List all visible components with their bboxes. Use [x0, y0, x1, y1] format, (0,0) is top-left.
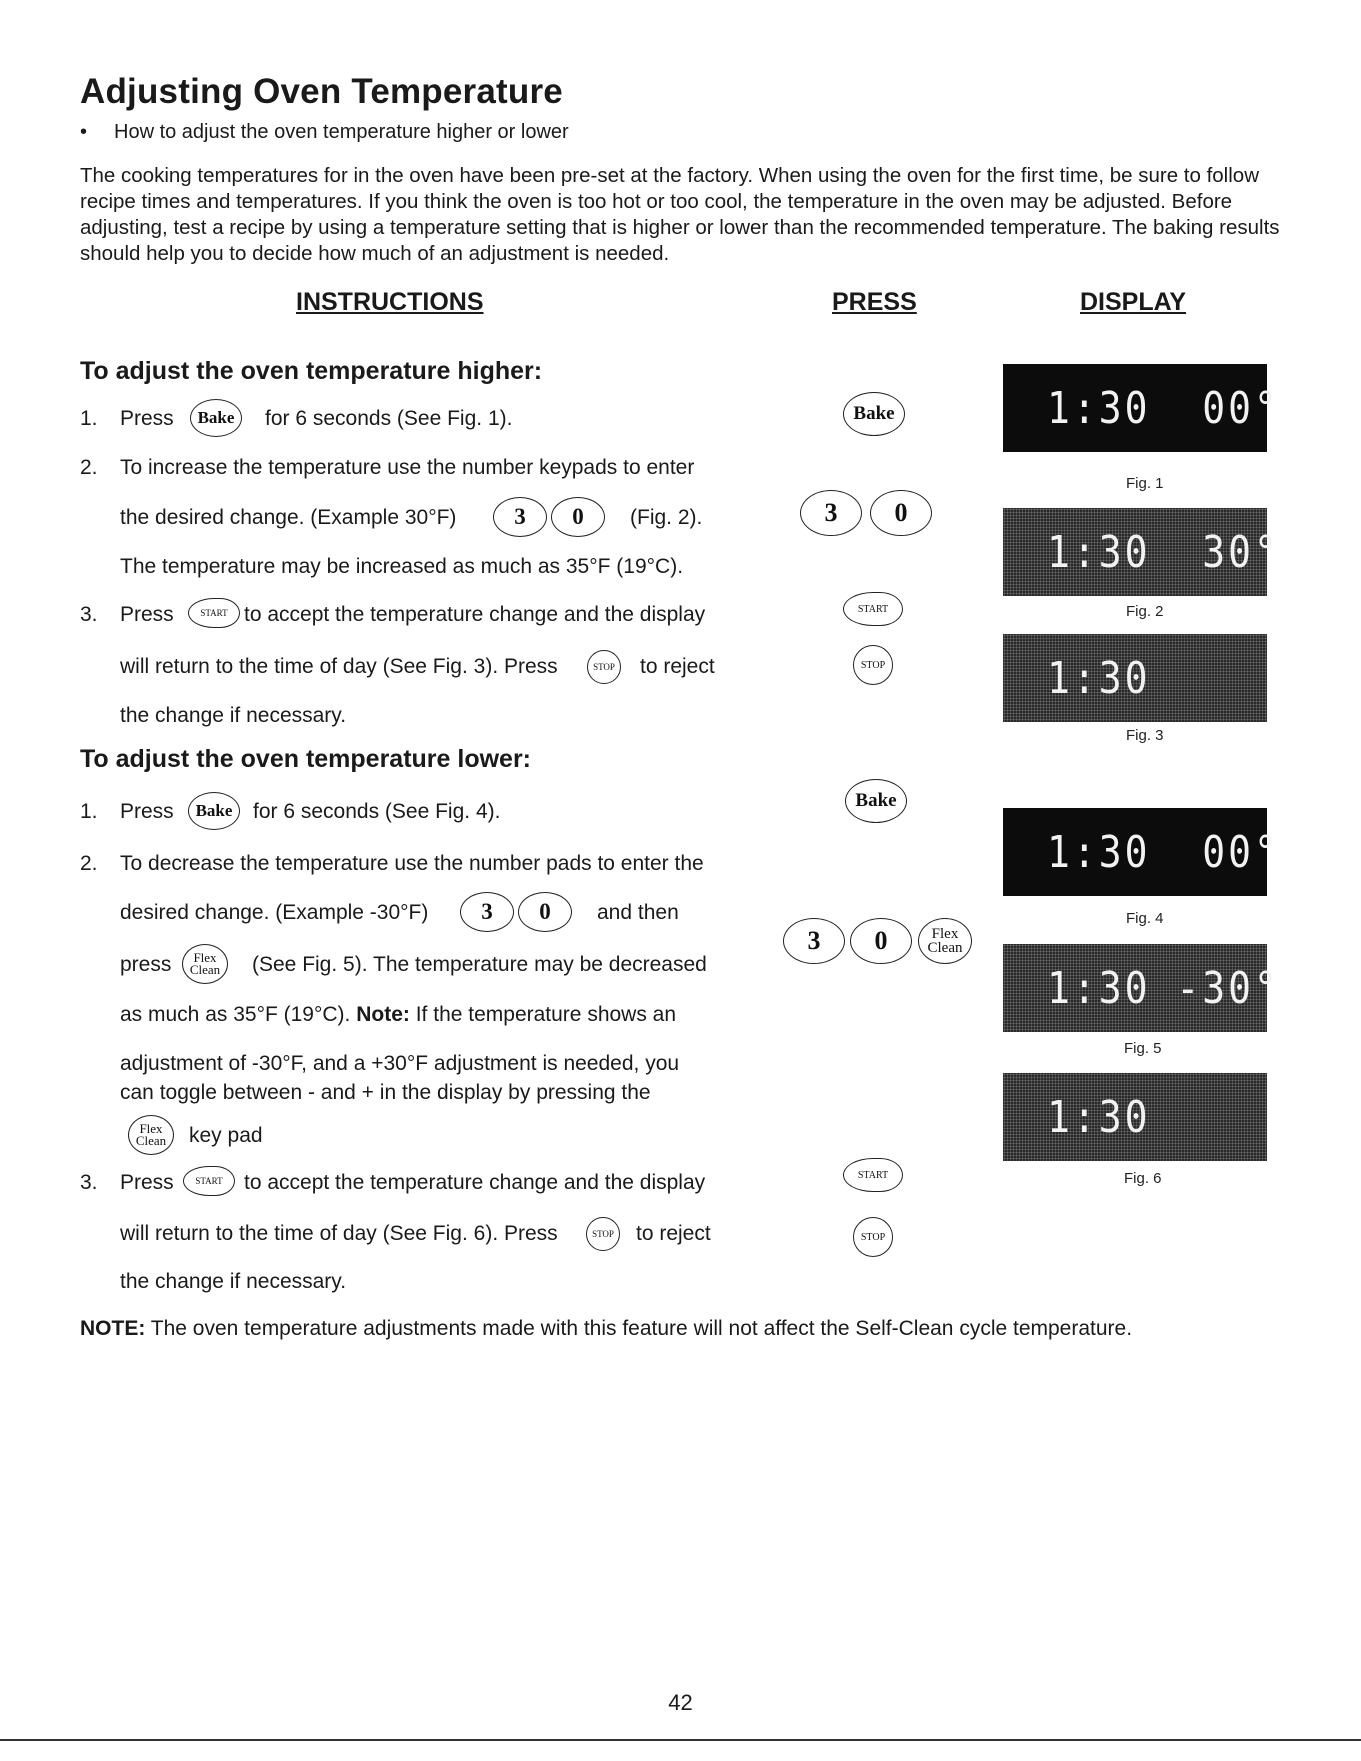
oven-display: [1003, 1073, 1267, 1161]
display-readout: 1:30: [1047, 652, 1151, 704]
stop-key-icon: [586, 1217, 620, 1251]
figure-label: Fig. 4: [1126, 910, 1164, 927]
bake-key-icon: [845, 779, 907, 823]
key-label: 3: [824, 498, 838, 527]
step-text-part: as much as 35°F (19°C).: [120, 1003, 357, 1026]
step-text: for 6 seconds (See Fig. 4).: [253, 800, 501, 823]
figure-label: Fig. 1: [1126, 475, 1164, 492]
key-label: Bake: [853, 403, 895, 424]
step-text: (Fig. 2).: [630, 506, 703, 529]
figure-label: Fig. 6: [1124, 1170, 1162, 1187]
intro-paragraph: The cooking temperatures for in the oven have been pre-set at the factory. When using the oven for the first time, be sure to follow recipe times and temperatures. If you think the oven is too hot or too cool, the temperature in the oven may be adjusted. Before adjusting, test a recipe by using a temperature setting that is higher or lower than the recommended temperature. The baking results should help you to decide how much of an adjustment is needed.: [80, 164, 1280, 265]
note-label: NOTE:: [80, 1317, 146, 1340]
page-title: Adjusting Oven Temperature: [80, 72, 563, 111]
step-number: 1.: [80, 407, 98, 430]
zero-key-icon: [850, 918, 912, 964]
key-label: Clean: [189, 962, 221, 977]
step-number: 2.: [80, 456, 98, 479]
bake-key-icon: [190, 399, 242, 437]
key-label: STOP: [860, 659, 886, 671]
zero-key-icon: [870, 490, 932, 536]
step-text: adjustment of -30°F, and a +30°F adjustment is needed, you: [120, 1052, 680, 1075]
key-label: STOP: [860, 1231, 886, 1243]
oven-display: [1003, 944, 1280, 1032]
step-text: to reject: [636, 1222, 711, 1245]
bake-key-icon: [188, 792, 240, 830]
key-label: START: [857, 603, 889, 615]
step-text: to accept the temperature change and the display: [244, 603, 706, 626]
step-text: will return to the time of day (See Fig. 6). Press: [120, 1222, 558, 1245]
page-number: 42: [668, 1690, 693, 1715]
summary-bullet: • How to adjust the oven temperature higher or lower: [80, 121, 569, 143]
step-text: for 6 seconds (See Fig. 1).: [265, 407, 513, 430]
key-label: START: [857, 1169, 889, 1181]
key-label: 3: [514, 504, 526, 529]
start-key-icon: [843, 592, 903, 626]
step-text: key pad: [189, 1124, 263, 1147]
step-number: 3.: [80, 603, 98, 626]
note-inline-label: Note:: [356, 1003, 410, 1026]
step-text: can toggle between - and + in the display by pressing the: [120, 1081, 651, 1104]
step-text: Press: [120, 800, 174, 823]
key-label: 3: [481, 899, 493, 924]
figure-label: Fig. 2: [1126, 603, 1164, 620]
summary-bullet-text: How to adjust the oven temperature higher or lower: [114, 121, 569, 143]
step-text-part: If the temperature shows an: [409, 1003, 677, 1026]
display-readout: 1:30 00°: [1047, 382, 1280, 434]
oven-display: [1003, 364, 1280, 452]
footer-note: [80, 1317, 1132, 1341]
display-readout: 1:30 00°: [1047, 826, 1280, 878]
key-label: 3: [807, 926, 821, 955]
step-text: Press: [120, 407, 174, 430]
three-key-icon: [460, 892, 514, 932]
step-text: and then: [597, 901, 679, 924]
note-text: The oven temperature adjustments made with this feature will not affect the Self-Clean cycle temperature.: [145, 1317, 1133, 1340]
step-text: To decrease the temperature use the number pads to enter the: [120, 852, 704, 875]
step-text: the change if necessary.: [120, 704, 347, 727]
key-label: Flex: [931, 926, 959, 942]
key-label: Bake: [855, 790, 897, 811]
flex-clean-key-icon: [918, 918, 972, 964]
step-text: press: [120, 953, 172, 976]
step-text: Press: [120, 1171, 174, 1194]
three-key-icon: [493, 497, 547, 537]
oven-display: [1003, 508, 1280, 596]
key-label: Bake: [195, 801, 233, 820]
key-label: Clean: [927, 940, 963, 956]
step-text: the change if necessary.: [120, 1270, 347, 1293]
key-label: 0: [894, 498, 908, 527]
start-key-icon: [183, 1166, 235, 1196]
figure-label: Fig. 3: [1126, 727, 1164, 744]
step-text: to accept the temperature change and the display: [244, 1171, 706, 1194]
zero-key-icon: [551, 497, 605, 537]
flex-clean-key-icon: [182, 944, 228, 984]
step-text: To increase the temperature use the number keypads to enter: [120, 456, 695, 479]
step-text: (See Fig. 5). The temperature may be decreased: [252, 953, 707, 976]
flex-clean-key-icon: [128, 1115, 174, 1155]
step-text: The temperature may be increased as much as 35°F (19°C).: [120, 555, 684, 578]
step-number: 1.: [80, 800, 98, 823]
step-text: to reject: [640, 655, 715, 678]
stop-key-icon: [853, 1217, 893, 1257]
key-label: Flex: [139, 1121, 163, 1136]
stop-key-icon: [853, 645, 893, 685]
step-number: 2.: [80, 852, 98, 875]
key-label: Bake: [197, 408, 235, 427]
section-heading-lower: To adjust the oven temperature lower:: [80, 745, 532, 773]
step-text: Press: [120, 603, 174, 626]
display-readout: 1:30: [1047, 1091, 1151, 1143]
step-text: [120, 1003, 676, 1027]
key-label: 0: [539, 899, 551, 924]
key-label: START: [200, 608, 228, 618]
three-key-icon: [800, 490, 862, 536]
oven-display: [1003, 634, 1267, 722]
key-label: Clean: [135, 1133, 167, 1148]
step-text: desired change. (Example -30°F): [120, 901, 429, 924]
step-number: 3.: [80, 1171, 98, 1194]
step-text: will return to the time of day (See Fig. 3). Press: [120, 655, 558, 678]
three-key-icon: [783, 918, 845, 964]
zero-key-icon: [518, 892, 572, 932]
key-label: Flex: [193, 950, 217, 965]
column-header-instructions: INSTRUCTIONS: [296, 288, 484, 316]
key-label: 0: [572, 504, 584, 529]
oven-display: [1003, 808, 1280, 896]
figure-label: Fig. 5: [1124, 1040, 1162, 1057]
bottom-rule: [0, 1739, 1361, 1741]
column-header-display: DISPLAY: [1080, 288, 1187, 316]
key-label: START: [195, 1176, 223, 1186]
step-text: the desired change. (Example 30°F): [120, 506, 457, 529]
column-header-press: PRESS: [832, 288, 917, 316]
stop-key-icon: [587, 650, 621, 684]
display-readout: 1:30 30°: [1047, 526, 1280, 578]
key-label: 0: [874, 926, 888, 955]
display-readout: 1:30 -30°: [1047, 962, 1280, 1014]
start-key-icon: [843, 1158, 903, 1192]
key-label: STOP: [592, 1229, 614, 1239]
section-heading-higher: To adjust the oven temperature higher:: [80, 357, 543, 385]
key-label: STOP: [593, 662, 615, 672]
start-key-icon: [188, 598, 240, 628]
bake-key-icon: [843, 392, 905, 436]
